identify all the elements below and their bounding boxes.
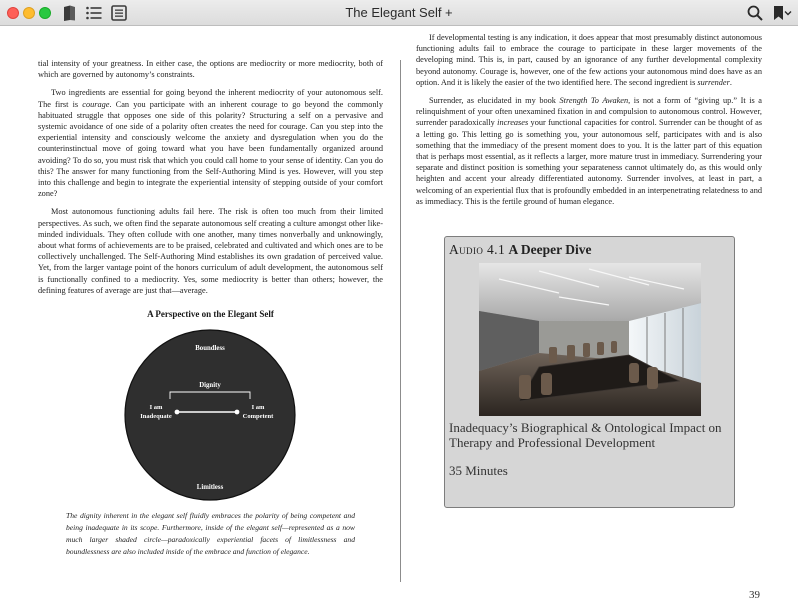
zoom-window-button[interactable] — [39, 7, 51, 19]
competent-label-line1: I am — [251, 404, 265, 411]
right-page-text — [416, 32, 762, 214]
dignity-label: Dignity — [199, 382, 221, 389]
inadequate-label-line1: I am — [149, 404, 163, 411]
page-number: 39 — [749, 589, 760, 601]
figure-caption: The dignity inherent in the elegant self fluidly embraces the polarity of being competent and being inadequate in its scope. Furthermore, inside of the elegant self—represented as a now much larger shaded circle—paradoxically experiential facets of limitlessness and boundlessness are also included inside of the embrace and function of elegance. — [66, 511, 355, 556]
paragraph: If developmental testing is any indication, it does appear that most presumably distinct autonomous functioning adults fail to embrace the courage to participate in these larger movements of the developing mind. This is, in part, caused by an ignorance of any further developmental complexity beyond autonomy. Courage is, however, one of the few actions your autonomous mind does have as an option. And it is likely the easier of the two identified here. The second ingredient is surrender. — [416, 33, 762, 87]
figure-title: A Perspective on the Elegant Self — [147, 309, 274, 319]
window-title: The Elegant Self + — [345, 5, 453, 20]
left-page — [0, 26, 400, 612]
limitless-label: Limitless — [196, 484, 224, 491]
close-window-button[interactable] — [7, 7, 19, 19]
library-icon[interactable] — [61, 4, 79, 22]
toc-list-icon[interactable] — [85, 4, 103, 22]
chevron-down-icon[interactable] — [783, 4, 793, 22]
left-page-text — [38, 58, 383, 303]
notes-icon[interactable] — [110, 4, 128, 22]
paragraph: Surrender, as elucidated in my book Strength To Awaken, is not a form of “giving up.” It is a relinquishment of your often unexamined fixation in and compulsion to autonomous control. However, surrender paradoxically increases your functional capacities for control. Surrender can be thought of as a letting go. This letting go is something you, your autonomous self, participates with and is also something that the immediacy of the present moment does to you. It is the latter part of this equation that is perhaps most essential, as it reflects a larger, more mature trust in immediacy. Surrendering your separate and distinct position is something your separateness cannot ultimately do, as this would only heighten and accent your already differentiated autonomy. Surrender involves, at least in part, a welcoming of an experiential flux that is profoundly embedded in an interpenetrating relatedness to and as immediacy. This is the fertile ground of human elegance. — [416, 96, 762, 206]
paragraph: Most autonomous functioning adults fail here. The risk is often too much from their limited perspectives. As such, we often find the separate autonomous self creating a culture amongst other like-minded individuals. They often collude with one another, many times nonverbally and unknowingly, about what forms of achievements are to be praised, celebrated and cultivated and which ones are to be collectively unchallenged. The Self-Authoring Mind establishes its own gradation of perceived value. Yet, from the larger vantage point of the honors curriculum of adult development, the autonomous self is functionally confined to a mediocrity. Yes, some mediocrity is better than others; however, the defining features of average are just that—average. — [38, 207, 383, 295]
audio-label: Audio 4.1 — [449, 242, 506, 257]
minimize-window-button[interactable] — [23, 7, 35, 19]
audio-widget[interactable] — [444, 236, 735, 508]
competent-label-line2: Competent — [242, 413, 274, 420]
paragraph: tial intensity of your greatness. In either case, the options are mediocrity or more mediocrity, both of which are governed by autonomy’s constraints. — [38, 59, 383, 80]
inadequate-node — [175, 410, 180, 415]
audio-duration: 35 Minutes — [449, 463, 508, 478]
elegant-self-diagram — [123, 329, 297, 501]
paragraph: Two ingredients are essential for going beyond the inherent mediocrity of your autonomous self. The first is courage. Can you participate with an inherent courage to go beyond the commonly habituated struggle that opposes one side of this polarity? Structuring a self on a pervasive and systemic avoidance of one side of a polarity often creates the need for courage. Can you step into the experiential intensity and consciously welcome the anxiety and dysregulation when you do the counterinstinctual move of going toward what you have been fundamentally organized around avoiding? To do so, you must risk that which you could call home to your sense of identity. Can you do this? The answer for many functioning from the Self-Authoring Mind is yes. However, will you step into this challenge and begin to integrate the experiential intensity of stepping outside of your comfort zone? — [38, 88, 384, 199]
competent-node — [235, 410, 240, 415]
audio-heading — [449, 242, 591, 258]
inadequate-label-line2: Inadequate — [140, 413, 172, 420]
search-icon[interactable] — [746, 4, 764, 22]
audio-subtitle: Inadequacy’s Biographical & Ontological Impact on Therapy and Professional Development — [449, 420, 722, 450]
conference-room-photo[interactable] — [479, 263, 701, 416]
audio-title: A Deeper Dive — [508, 242, 592, 257]
boundless-label: Boundless — [195, 345, 225, 352]
window-titlebar — [0, 0, 798, 26]
